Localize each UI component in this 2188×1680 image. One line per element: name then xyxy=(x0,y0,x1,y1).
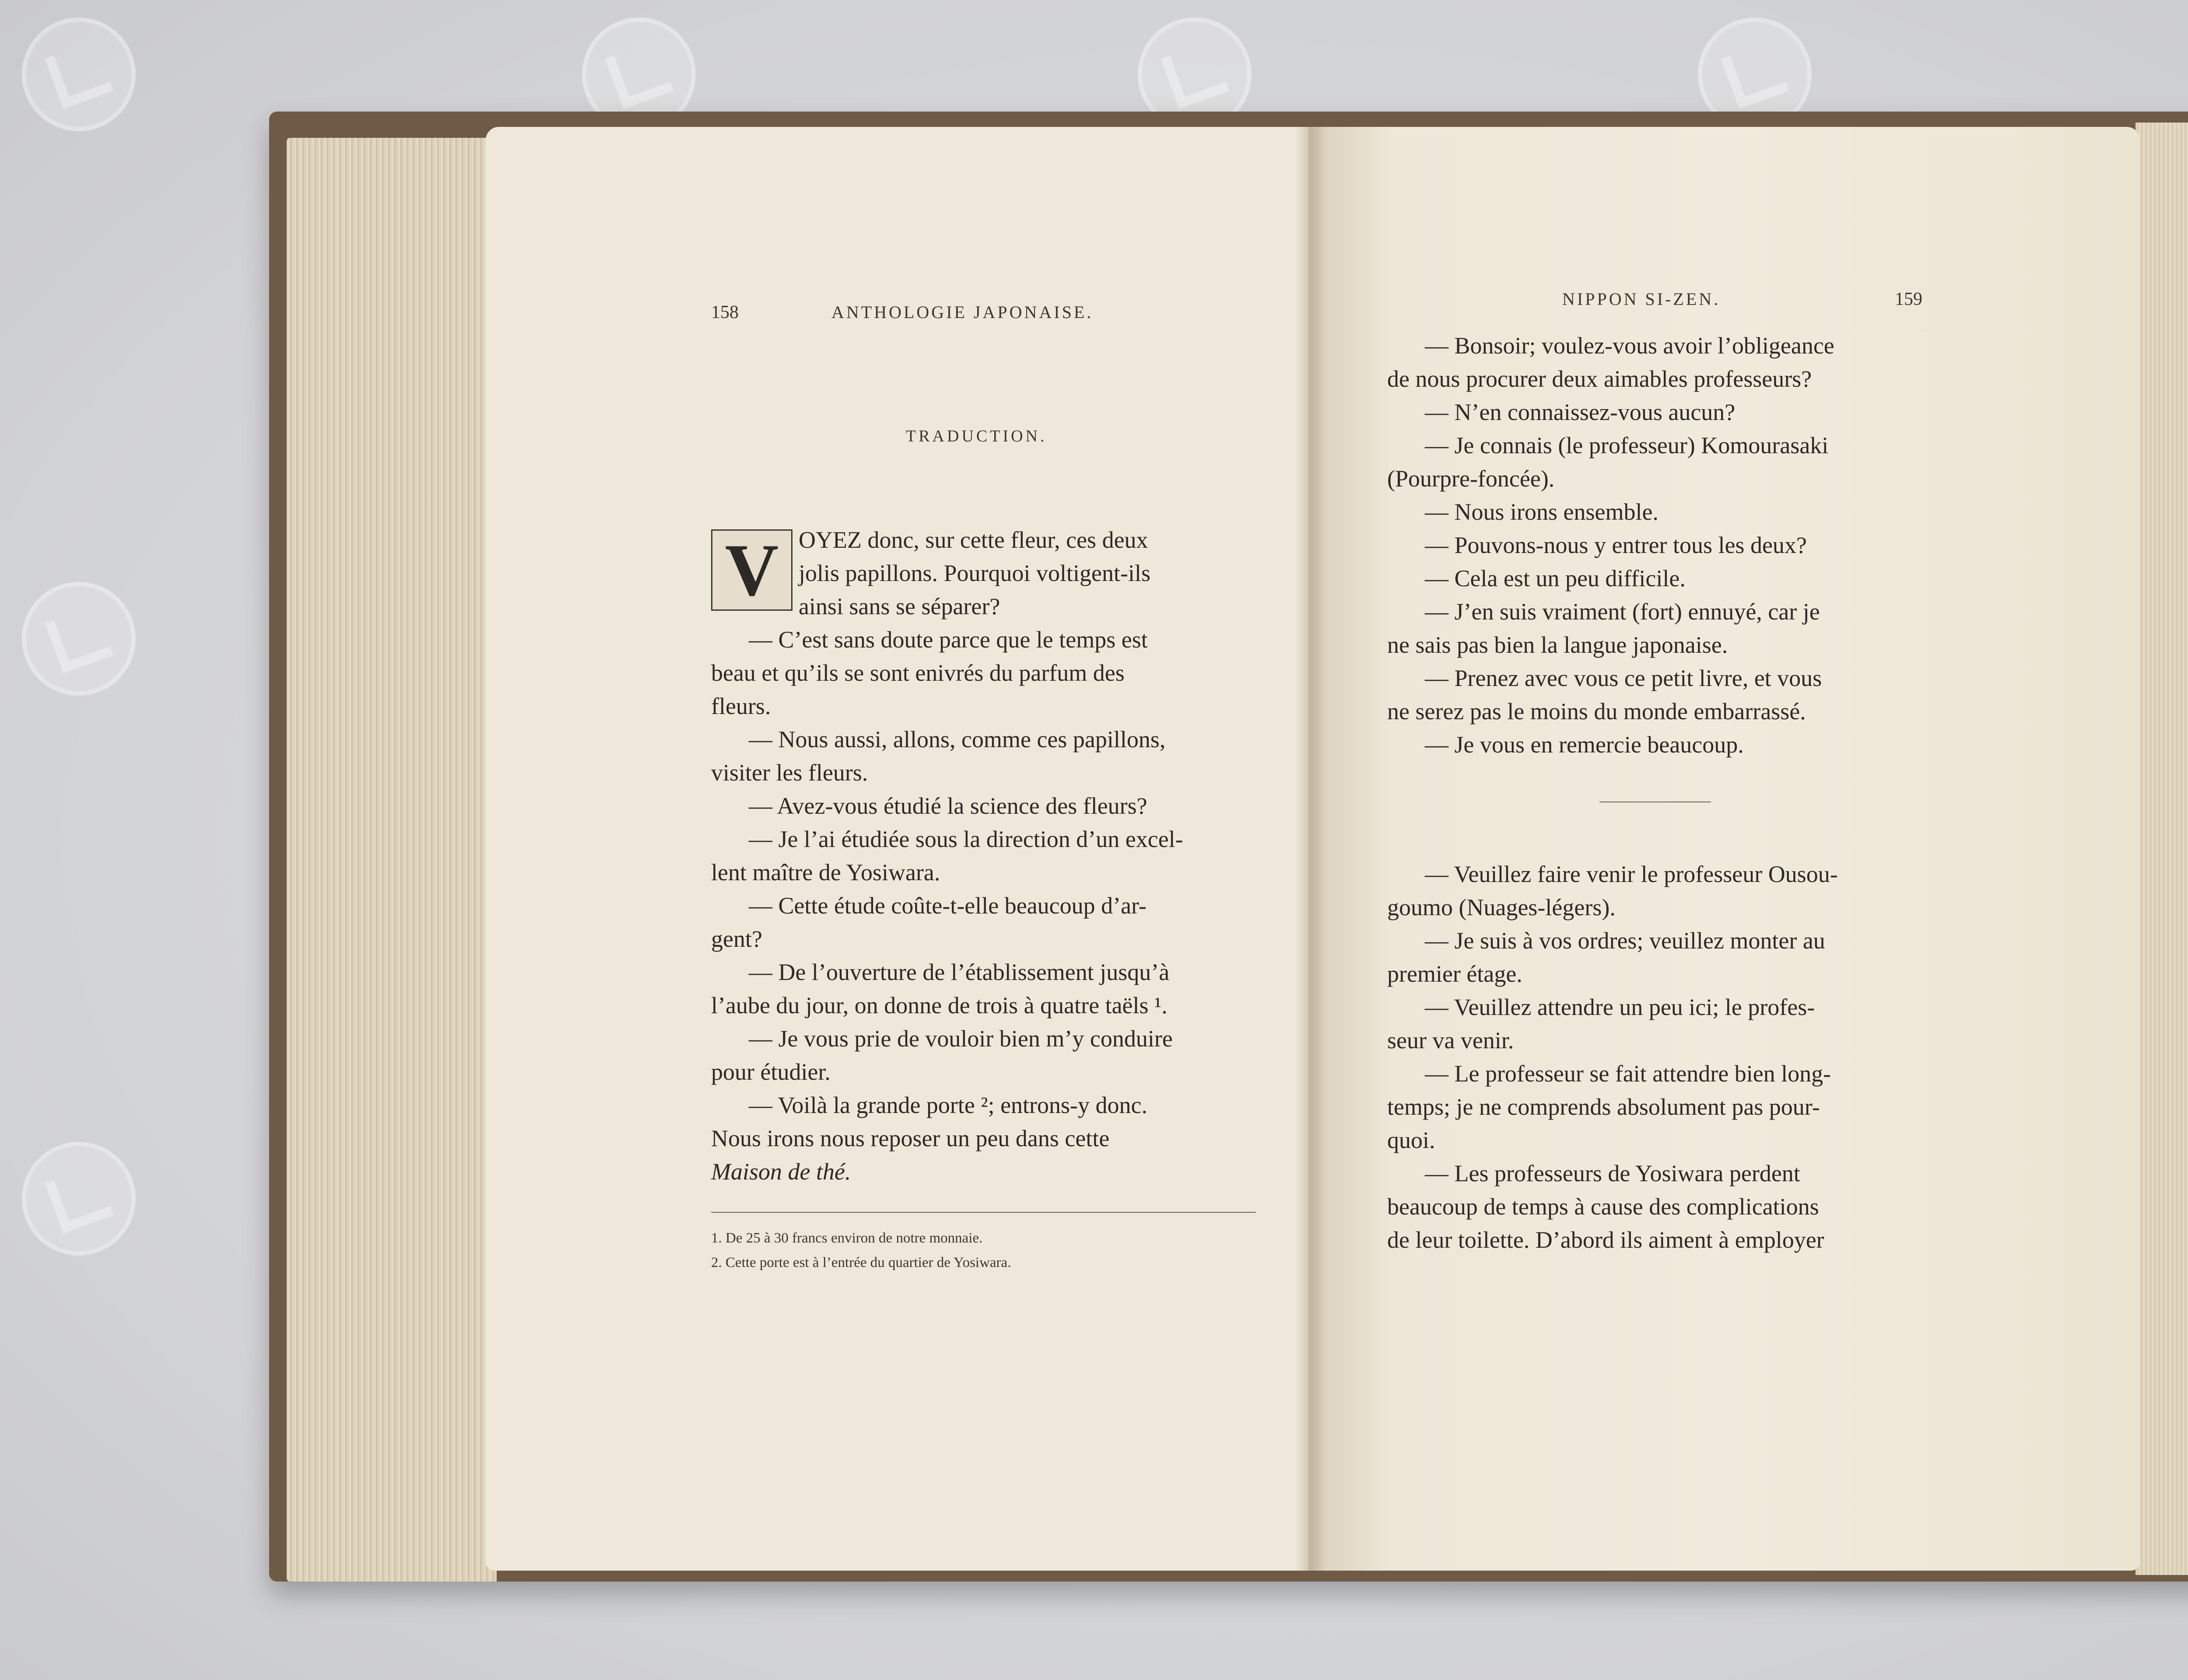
page-edges-left xyxy=(287,138,497,1582)
running-head-right: NIPPON SI-ZEN. xyxy=(1562,289,1721,309)
text-line: (Pourpre-foncée). xyxy=(1387,466,1555,492)
text-line: — De l’ouverture de l’établissement jusqu’à xyxy=(749,959,1170,985)
page-number-left: 158 xyxy=(711,302,739,322)
text-line: — Bonsoir; voulez-vous avoir l’obligeance xyxy=(1425,332,1834,359)
watermark-logo-icon xyxy=(22,582,136,696)
text-line: ainsi sans se séparer? xyxy=(799,593,1000,620)
text-line: — Nous irons ensemble. xyxy=(1425,499,1659,525)
text-line: — Veuillez attendre un peu ici; le profes- xyxy=(1425,994,1815,1020)
text-line: beau et qu’ils se sont enivrés du parfum des xyxy=(711,660,1125,686)
text-line: — Je vous en remercie beaucoup. xyxy=(1425,732,1744,758)
text-line: — C’est sans doute parce que le temps est xyxy=(749,626,1148,653)
dropcap-letter: V xyxy=(725,529,779,611)
text-line: — Avez-vous étudié la science des fleurs? xyxy=(749,793,1147,819)
text-line: de nous procurer deux aimables professeurs? xyxy=(1387,366,1812,392)
text-line: lent maître de Yosiwara. xyxy=(711,859,940,886)
text-line: seur va venir. xyxy=(1387,1027,1514,1054)
text-line: — Veuillez faire venir le professeur Ousou- xyxy=(1425,861,1838,887)
text-line: jolis papillons. Pourquoi voltigent-ils xyxy=(799,560,1151,586)
footnote-rule xyxy=(711,1212,1256,1213)
watermark-logo-icon xyxy=(22,18,136,131)
text-line: l’aube du jour, on donne de trois à quatre taëls ¹. xyxy=(711,992,1168,1018)
text-line: — Pouvons-nous y entrer tous les deux? xyxy=(1425,532,1807,558)
text-line: — N’en connaissez-vous aucun? xyxy=(1425,399,1736,425)
text-line: visiter les fleurs. xyxy=(711,760,868,786)
text-line: quoi. xyxy=(1387,1127,1435,1153)
book-gutter xyxy=(1295,127,1326,1571)
text-line: OYEZ donc, sur cette fleur, ces deux xyxy=(799,527,1148,553)
section-title: TRADUCTION. xyxy=(906,427,1047,445)
text-line: ne sais pas bien la langue japonaise. xyxy=(1387,632,1728,658)
text-line: gent? xyxy=(711,926,762,952)
text-line: Maison de thé. xyxy=(711,1158,851,1185)
text-line: goumo (Nuages-légers). xyxy=(1387,894,1616,920)
text-line: — Je connais (le professeur) Komourasaki xyxy=(1425,432,1829,458)
watermark-logo-icon xyxy=(22,1142,136,1256)
dropcap-initial xyxy=(711,529,792,611)
text-line: pour étudier. xyxy=(711,1059,831,1085)
text-line: — J’en suis vraiment (fort) ennuyé, car je xyxy=(1425,598,1820,625)
text-line: ne serez pas le moins du monde embarrassé. xyxy=(1387,698,1806,724)
text-line: Nous irons nous reposer un peu dans cette xyxy=(711,1125,1110,1152)
text-line: premier étage. xyxy=(1387,961,1522,987)
text-line: — Cela est un peu difficile. xyxy=(1425,565,1686,592)
text-line: — Voilà la grande porte ²; entrons-y donc. xyxy=(749,1092,1147,1118)
text-line: — Je vous prie de vouloir bien m’y conduire xyxy=(749,1026,1173,1052)
text-line: beaucoup de temps à cause des complications xyxy=(1387,1194,1819,1220)
text-line: — Le professeur se fait attendre bien long- xyxy=(1425,1060,1831,1087)
footnote: 1. De 25 à 30 francs environ de notre monnaie. xyxy=(711,1230,983,1246)
running-head-left: ANTHOLOGIE JAPONAISE. xyxy=(831,302,1094,322)
text-line: — Cette étude coûte-t-elle beaucoup d’ar- xyxy=(749,892,1147,919)
text-line: — Je suis à vos ordres; veuillez monter au xyxy=(1425,928,1825,954)
text-line: — Nous aussi, allons, comme ces papillons, xyxy=(749,726,1166,752)
footnote: 2. Cette porte est à l’entrée du quartier de Yosiwara. xyxy=(711,1255,1011,1270)
text-line: de leur toilette. D’abord ils aiment à employer xyxy=(1387,1227,1824,1253)
page-edges-right xyxy=(2135,122,2188,1575)
text-line: — Prenez avec vous ce petit livre, et vous xyxy=(1425,665,1822,691)
text-line: fleurs. xyxy=(711,693,771,719)
text-line: temps; je ne comprends absolument pas pour- xyxy=(1387,1094,1820,1120)
text-line: — Les professeurs de Yosiwara perdent xyxy=(1425,1160,1800,1186)
text-line: — Je l’ai étudiée sous la direction d’un excel- xyxy=(749,826,1183,852)
page-number-right: 159 xyxy=(1895,289,1922,309)
